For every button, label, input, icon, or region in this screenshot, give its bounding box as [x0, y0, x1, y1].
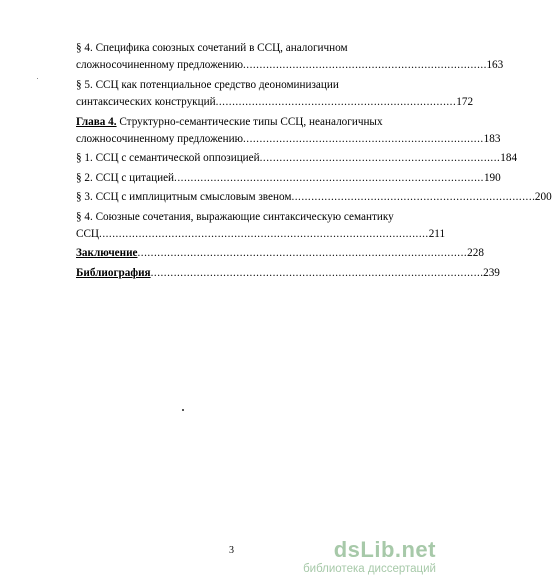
toc-entry-title: § 4. Союзные сочетания, выражающие синтаксическую семантику	[76, 210, 394, 223]
toc-line	[76, 150, 518, 167]
toc-entry-title: Структурно-семантические типы ССЦ, неаналогичных	[119, 115, 383, 128]
toc-entry-title: § 4. Специфика союзных сочетаний в ССЦ, аналогичном	[76, 42, 348, 54]
toc-line	[76, 189, 552, 206]
toc-line	[76, 245, 484, 262]
dot-leader: .........................................................................	[242, 59, 484, 72]
dot-leader: .........................................................................	[259, 152, 501, 165]
toc-page-number: 172	[456, 96, 474, 109]
toc-entry-title-cont: синтаксических конструкций	[76, 96, 216, 109]
toc-line	[76, 94, 474, 111]
toc-page-number: 183	[483, 133, 501, 146]
toc-entry-title-cont: сложносочиненному предложению	[76, 59, 243, 72]
toc-page-number: .163	[483, 59, 504, 72]
table-of-contents	[76, 40, 552, 282]
chapter-label: Глава 4.	[76, 115, 117, 128]
toc-entry-title: § 1. ССЦ с семантической оппозицией	[76, 152, 260, 165]
toc-entry-ch4-sec3	[76, 189, 552, 206]
toc-entry-title: § 3. ССЦ с имплицитным смысловым звеном	[76, 191, 292, 204]
toc-line	[76, 77, 388, 94]
toc-line	[76, 170, 501, 187]
scan-speck	[37, 78, 38, 79]
bibliography-label: Библиография	[76, 266, 151, 279]
watermark-subtitle: библиотека диссертаций	[303, 563, 436, 575]
toc-entry-conclusion	[76, 245, 484, 262]
dot-leader: ....................................................................................................	[137, 247, 468, 260]
toc-line	[76, 57, 504, 74]
toc-line	[76, 226, 446, 243]
toc-line	[76, 114, 388, 131]
toc-entry-ch4-sec1	[76, 150, 518, 167]
toc-page-number: 228	[467, 247, 484, 260]
toc-page-number: 211	[428, 228, 446, 241]
toc-page-number: 184	[500, 152, 518, 165]
toc-page-number: .200	[532, 191, 552, 204]
toc-entry-ch4-sec2	[76, 170, 501, 187]
conclusion-label: Заключение	[76, 247, 138, 260]
watermark-logo: dsLib.net	[333, 537, 436, 562]
toc-line	[76, 131, 501, 148]
dot-leader: ....................................................................................................	[99, 228, 429, 241]
dot-leader: ..............................................................................................	[174, 171, 484, 184]
toc-line	[76, 40, 388, 57]
toc-entry-bibliography	[76, 265, 500, 282]
toc-entry-ch3-sec5	[76, 77, 474, 112]
dot-leader: .........................................................................	[215, 96, 457, 109]
dot-leader: .........................................................................	[291, 191, 533, 204]
watermark	[303, 539, 436, 576]
toc-entry-title-cont: ССЦ	[76, 228, 100, 241]
toc-entry-ch3-sec4	[76, 40, 504, 75]
toc-entry-title: § 5. ССЦ как потенциальное средство деономинизации	[76, 78, 339, 91]
dot-leader: .........................................................................	[242, 133, 484, 146]
toc-entry-chapter-4	[76, 114, 501, 149]
dot-leader: ....................................................................................................	[150, 266, 481, 279]
toc-page-number: 190	[483, 171, 501, 184]
toc-entry-ch4-sec4	[76, 209, 446, 244]
toc-entry-title-cont: сложносочиненному предложению	[76, 133, 243, 146]
toc-line	[76, 265, 500, 282]
toc-line	[76, 209, 394, 226]
scan-speck	[182, 409, 184, 411]
toc-page-number: .239	[480, 266, 500, 279]
page-number: 3	[229, 545, 234, 556]
toc-entry-title: § 2. ССЦ с цитацией	[76, 171, 175, 184]
